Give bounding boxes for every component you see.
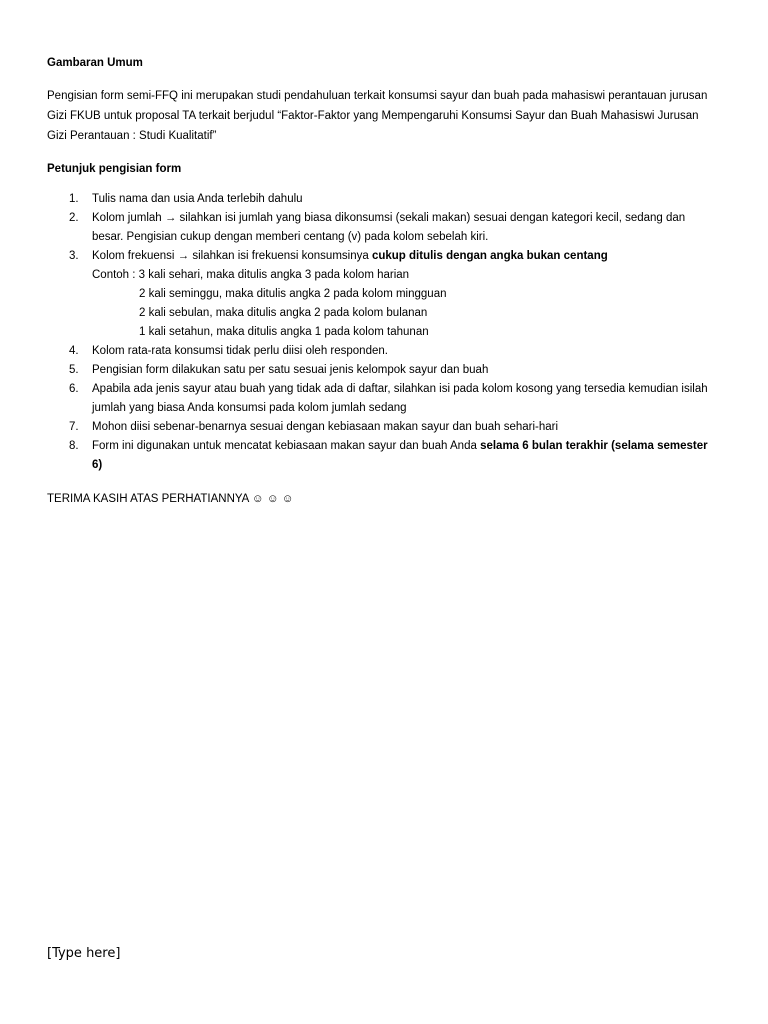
intro-paragraph: Pengisian form semi-FFQ ini merupakan studi pendahuluan terkait konsumsi sayur dan buah pada mahasiswi perantauan jurusan Gizi FKUB untuk proposal TA terkait berjudul “Faktor-Faktor yang Mempengaruhi Konsumsi Sayur dan Buah Mahasiswi Jurusan Gizi Perantauan : Studi Kualitatif” [47,90,708,142]
footer-placeholder[interactable]: [Type here] [47,946,121,961]
list-bold-text: selama 6 bulan terakhir (selama semester 6) [92,440,708,471]
list-item [47,209,719,247]
list-item [47,437,719,475]
list-number: 2. [69,212,79,224]
list-text: Tulis nama dan usia Anda terlebih dahulu [92,193,303,205]
heading-general: Gambaran Umum [47,57,143,69]
example-line: 1 kali setahun, maka ditulis angka 1 pada kolom tahunan [139,326,429,338]
list-item [47,342,719,361]
list-number: 8. [69,440,79,452]
list-number: 3. [69,250,79,262]
list-number: 7. [69,421,79,433]
list-number: 1. [69,193,79,205]
example-line: 2 kali sebulan, maka ditulis angka 2 pada kolom bulanan [139,307,428,319]
list-text: Kolom rata-rata konsumsi tidak perlu diisi oleh responden. [92,345,388,357]
list-item [47,418,719,437]
heading-instructions: Petunjuk pengisian form [47,163,182,175]
list-item [47,190,719,209]
list-number: 4. [69,345,79,357]
list-text: Mohon diisi sebenar-benarnya sesuai dengan kebiasaan makan sayur dan buah sehari-hari [92,421,559,433]
list-number: 5. [69,364,79,376]
list-text: Form ini digunakan untuk mencatat kebiasaan makan sayur dan buah Anda [92,440,481,452]
list-text: Apabila ada jenis sayur atau buah yang tidak ada di daftar, silahkan isi pada kolom kosong yang tersedia kemudian isilah jumlah yang biasa Anda konsumsi pada kolom jumlah sedang [92,383,708,414]
document-page [47,54,719,520]
list-text: Kolom jumlah → silahkan isi jumlah yang biasa dikonsumsi (sekali makan) sesuai dengan kategori kecil, sedang dan besar. Pengisian cukup dengan memberi centang (v) pada kolom sebelah kiri. [92,212,686,243]
list-number: 6. [69,383,79,395]
list-text: Pengisian form dilakukan satu per satu sesuai jenis kelompok sayur dan buah [92,364,489,376]
list-item [47,247,719,342]
thanks-text: TERIMA KASIH ATAS PERHATIANNYA ☺ ☺ ☺ [47,493,294,505]
instruction-list [47,190,719,475]
list-bold-text: cukup ditulis dengan angka bukan centang [371,250,608,262]
example-line: Contoh : 3 kali sehari, maka ditulis angka 3 pada kolom harian [92,269,410,281]
list-text: Kolom frekuensi → silahkan isi frekuensi konsumsinya [92,250,372,262]
example-line: 2 kali seminggu, maka ditulis angka 2 pada kolom mingguan [139,288,447,300]
list-item [47,361,719,380]
list-item [47,380,719,418]
